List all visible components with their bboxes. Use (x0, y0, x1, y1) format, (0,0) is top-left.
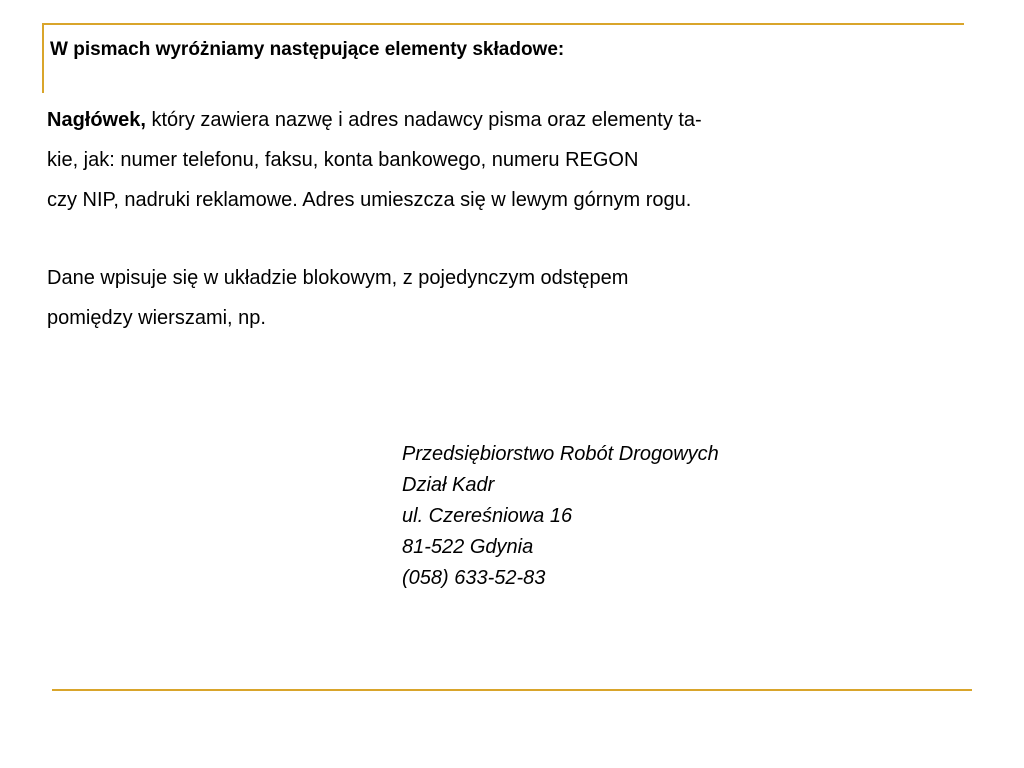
paragraph-line (47, 100, 702, 140)
paragraph-line: kie, jak: numer telefonu, faksu, konta bankowego, numeru REGON (47, 149, 639, 171)
address-company: Przedsiębiorstwo Robót Drogowych (402, 443, 719, 465)
bottom-divider (52, 689, 972, 691)
address-phone: (058) 633-52-83 (402, 567, 546, 589)
address-street: ul. Czereśniowa 16 (402, 505, 573, 527)
paragraph-text: który zawiera nazwę i adres nadawcy pisma oraz elementy ta- (145, 109, 702, 131)
term-naglowek: Nagłówek, (47, 109, 146, 131)
block-layout-paragraph (47, 258, 628, 338)
paragraph-line: pomiędzy wierszami, np. (47, 307, 266, 329)
paragraph-line: Dane wpisuje się w układzie blokowym, z pojedynczym odstępem (47, 267, 629, 289)
header-description-paragraph (47, 100, 702, 220)
address-city: 81-522 Gdynia (402, 536, 534, 558)
slide-title: W pismach wyróżniamy następujące elementy składowe: (50, 39, 565, 60)
address-department: Dział Kadr (402, 474, 495, 496)
paragraph-line: czy NIP, nadruki reklamowe. Adres umieszcza się w lewym górnym rogu. (47, 189, 692, 211)
sender-address-example (402, 439, 719, 594)
top-divider (42, 23, 964, 25)
left-accent-bar (42, 23, 44, 93)
